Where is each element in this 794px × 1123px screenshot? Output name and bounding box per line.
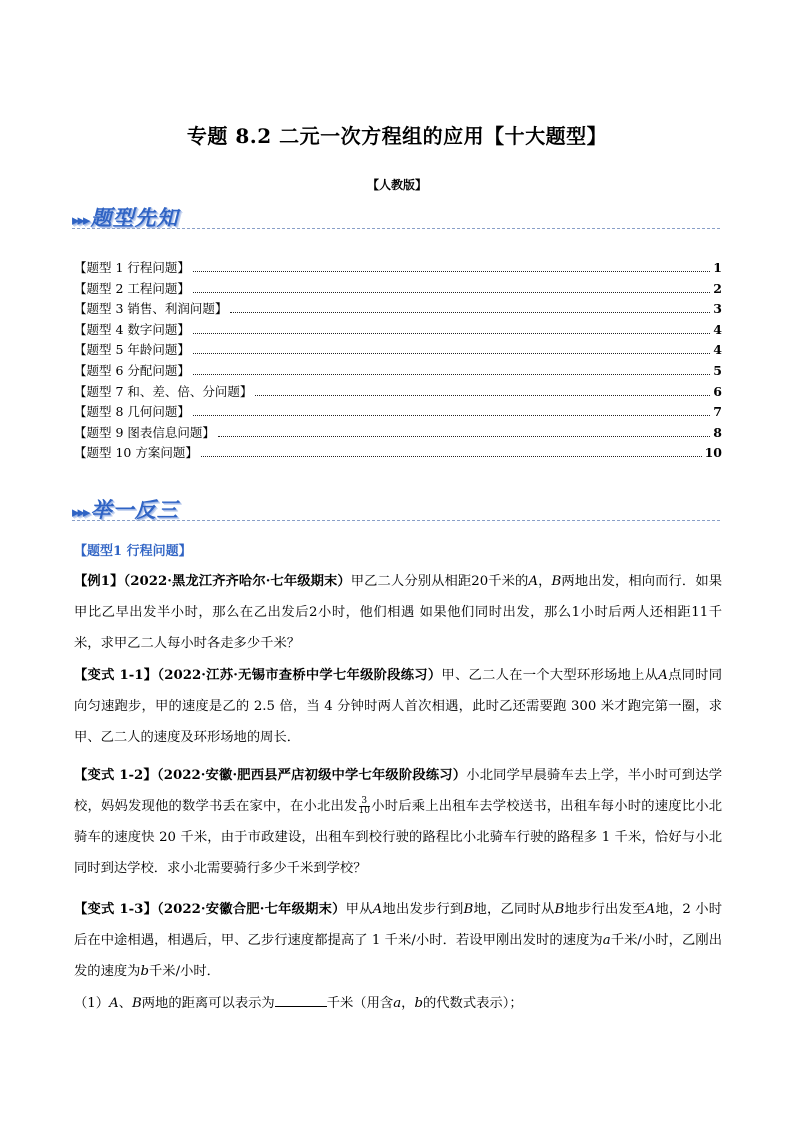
answer-blank[interactable]: [275, 994, 327, 1007]
toc-row[interactable]: 【题型 7 和、差、倍、分问题】 6: [74, 383, 722, 399]
fraction: $\frac{3}{10}$: [358, 796, 370, 816]
toc-row[interactable]: 【题型 6 分配问题】 5: [74, 362, 722, 378]
toc-row[interactable]: 【题型 8 几何问题】 7: [74, 404, 722, 420]
toc-row[interactable]: 【题型 2 工程问题】 2: [74, 280, 722, 296]
banner-divider: [72, 520, 720, 521]
toc-row[interactable]: 【题型 4 数字问题】 4: [74, 321, 722, 337]
banner-practice-text: 举一反三: [90, 498, 179, 522]
banner-divider: [72, 228, 720, 229]
toc-row[interactable]: 【题型 5 年龄问题】 4: [74, 342, 722, 358]
arrows-icon: ▸▸▸: [72, 211, 89, 229]
question-1: （1）A、B两地的距离可以表示为 千米（用含a，b的代数式表示）；: [74, 996, 523, 1011]
toc-row[interactable]: 【题型 1 行程问题】 1: [74, 260, 722, 275]
page-title: 专题 8.2 二元一次方程组的应用【十大题型】: [186, 124, 608, 148]
variant-1-2: 【变式 1-2】（2022·安徽·肥西县严店初级中学七年级阶段练习）小北同学早晨骑车去上学，半小时可到达学校，妈妈发现他的数学书丢在家中，在小北出发 $\frac{3}{10}$ 小时后乘上出租车去学校送书，出租车每小时的速度比小北骑车的速度快 20 千米，由于市政建设，出租车到校行驶的路程比小北骑车行驶的路程多 1 千米，恰好与小北同时到达学校．求小北需要骑行多少千米到学校？: [74, 768, 723, 876]
banner-types-text: 题型先知: [90, 206, 179, 230]
table-of-contents: [74, 258, 722, 464]
variant-1-1: 【变式 1-1】（2022·江苏·无锡市查桥中学七年级阶段练习）甲、乙二人在一个大型环形场地上从A点同时同向匀速跑步，甲的速度是乙的 2.5 倍，当 4 分钟时两人首次相遇，此时乙还需要跑 300 米才跑完第一圈，求甲、乙二人的速度及环形场地的周长．: [74, 668, 723, 745]
edition-label: 【人教版】: [366, 178, 427, 192]
variant-1-3: 【变式 1-3】（2022·安徽合肥·七年级期末）甲从A地出发步行到B地，乙同时从B地步行出发至A地，2 小时后在中途相遇，相遇后，甲、乙步行速度都提高了 1 千米/小时．若设甲刚出发时的速度为a千米/小时，乙刚出发的速度为b千米/小时．: [74, 902, 723, 979]
toc-row[interactable]: 【题型 9 图表信息问题】 8: [74, 424, 722, 440]
section-heading: 【题型1 行程问题】: [74, 544, 192, 559]
toc-row[interactable]: 【题型 10 方案问题】 10: [74, 445, 722, 461]
toc-row[interactable]: 【题型 3 销售、利润问题】 3: [74, 301, 722, 317]
arrows-icon: ▸▸▸: [72, 503, 89, 521]
example-1: 【例1】（2022·黑龙江齐齐哈尔·七年级期末）甲乙二人分别从相距20千米的A，B两地出发，相向而行．如果甲比乙早出发半小时，那么在乙出发后2小时，他们相遇 如果他们同时出发，那么1小时后两人还相距11千米，求甲乙二人每小时各走多少千米？: [74, 574, 722, 651]
